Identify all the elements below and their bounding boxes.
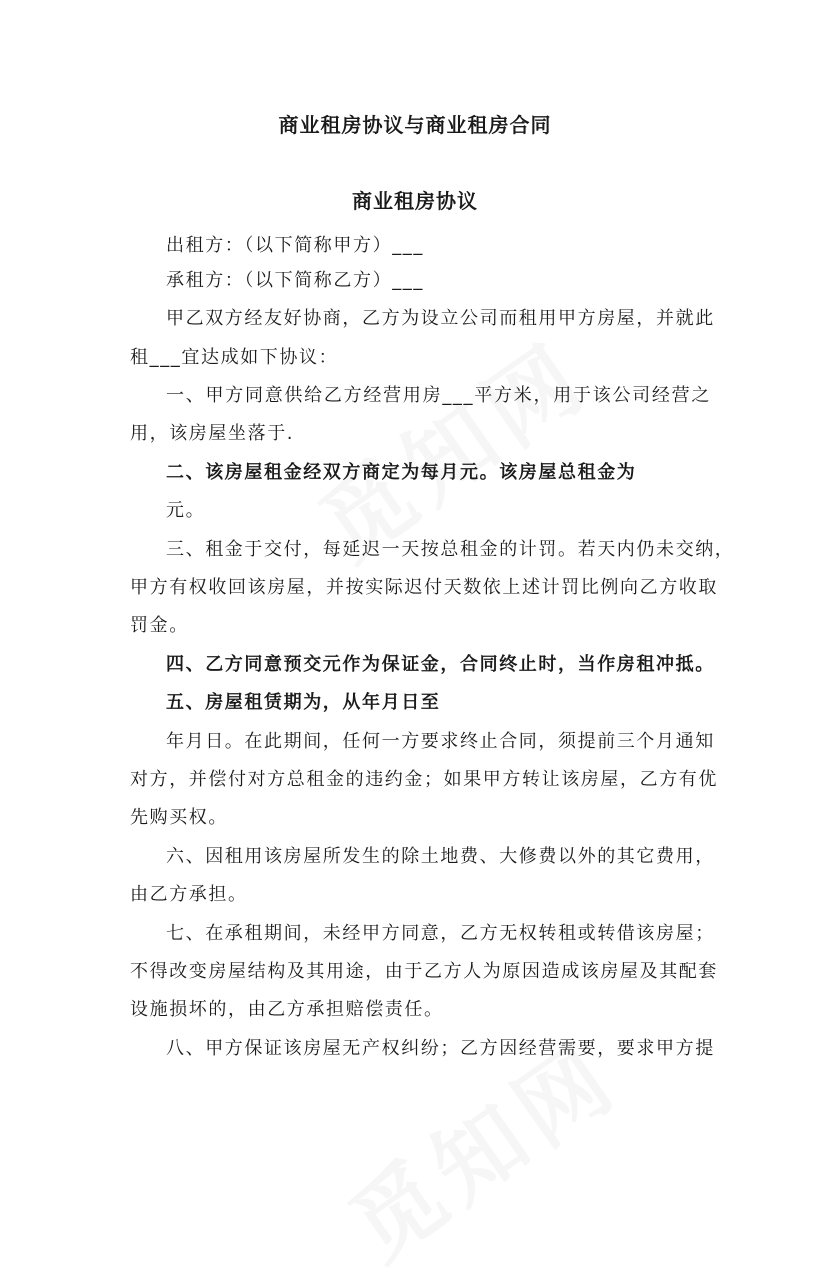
document-subtitle: 商业租房协议 [352, 189, 478, 213]
clause-8-line: 八、甲方保证该房屋无产权纠纷；乙方因经营需要，要求甲方提 [166, 1038, 715, 1059]
clause-2-line: 二、该房屋租金经双方商定为每月元。该房屋总租金为 [166, 462, 637, 483]
clause-6-line: 由乙方承担。 [130, 884, 248, 905]
clause-7-line: 设施损坏的，由乙方承担赔偿责任。 [130, 999, 444, 1020]
clause-5-line: 先购买权。 [130, 807, 228, 828]
clause-7-line: 七、在承租期间，未经甲方同意，乙方无权转租或转借该房屋； [166, 923, 715, 944]
clause-7-line: 不得改变房屋结构及其用途，由于乙方人为原因造成该房屋及其配套 [130, 961, 718, 982]
clause-5-line: 对方，并偿付对方总租金的违约金；如果甲方转让该房屋，乙方有优 [130, 769, 718, 790]
landlord-line: 出租方：（以下简称甲方）___ [166, 235, 424, 256]
clause-3-line: 罚金。 [130, 615, 189, 636]
intro-paragraph-line: 甲乙双方经友好协商，乙方为设立公司而租用甲方房屋，并就此 [166, 308, 715, 329]
clause-3-line: 甲方有权收回该房屋，并按实际迟付天数依上述计罚比例向乙方收取 [130, 577, 718, 598]
document-main-title: 商业租房协议与商业租房合同 [278, 113, 552, 137]
clause-3-line: 三、租金于交付，每延迟一天按总租金的计罚。若天内仍未交纳， [166, 539, 735, 560]
clause-1-line: 一、甲方同意供给乙方经营用房___平方米，用于该公司经营之 [166, 385, 711, 406]
clause-4-line: 四、乙方同意预交元作为保证金，合同终止时，当作房租冲抵。 [166, 654, 715, 675]
clause-5-line: 五、房屋租赁期为，从年月日至 [166, 692, 441, 713]
tenant-line: 承租方：（以下简称乙方）___ [166, 270, 424, 291]
intro-paragraph-line: 租___宜达成如下协议： [130, 347, 339, 368]
clause-2-line: 元。 [166, 500, 206, 521]
clause-1-line: 用，该房屋坐落于. [130, 423, 295, 444]
clause-6-line: 六、因租用该房屋所发生的除土地费、大修费以外的其它费用， [166, 846, 715, 867]
clause-5-line: 年月日。在此期间，任何一方要求终止合同，须提前三个月通知 [166, 731, 715, 752]
